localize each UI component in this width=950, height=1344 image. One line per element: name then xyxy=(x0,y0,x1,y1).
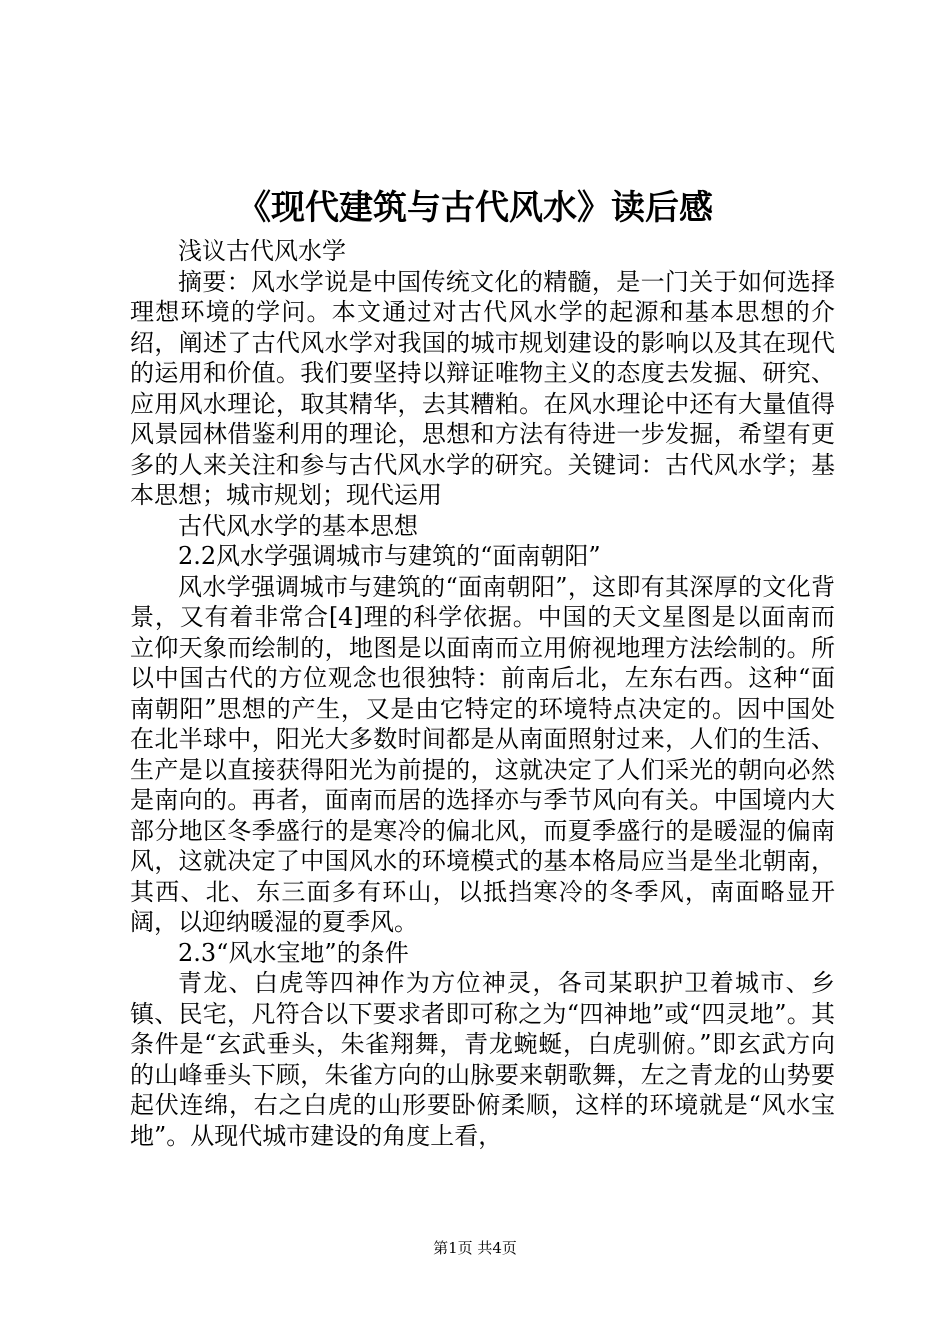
section-heading-2-2: 2.2风水学强调城市与建筑的“面南朝阳” xyxy=(178,542,601,570)
document-body xyxy=(130,236,835,1151)
paragraph-2-2-body: 风水学强调城市与建筑的“面南朝阳”，这即有其深厚的文化背景，又有着非常合[4]理的科学依据。中国的天文星图是以面南而立仰天象而绘制的，地图是以面南而立用俯视地理方法绘制的。所以中国古代的方位观念也很独特：前南后北，左东右西。这种“面南朝阳”思想的产生，又是由它特定的环境特点决定的。因中国处在北半球中，阳光大多数时间都是从南面照射过来，人们的生活、生产是以直接获得阳光为前提的，这就决定了人们采光的朝向必然是南向的。再者，面南而居的选择亦与季节风向有关。中国境内大部分地区冬季盛行的是寒冷的偏北风，而夏季盛行的是暖湿的偏南风，这就决定了中国风水的环境模式的基本格局应当是坐北朝南，其西、北、东三面多有环山，以抵挡寒冷的冬季风，南面略显开阔，以迎纳暖湿的夏季风。 xyxy=(130,572,835,936)
paragraph-2-3-body: 青龙、白虎等四神作为方位神灵，各司某职护卫着城市、乡镇、民宅，凡符合以下要求者即可称之为“四神地”或“四灵地”。其条件是“玄武垂头，朱雀翔舞，青龙蜿蜒，白虎驯俯。”即玄武方向的山峰垂头下顾，朱雀方向的山脉要来朝歌舞，左之青龙的山势要起伏连绵，右之白虎的山形要卧俯柔顺，这样的环境就是“风水宝地”。从现代城市建设的角度上看， xyxy=(130,969,835,1150)
paragraph-subtitle: 浅议古代风水学 xyxy=(178,237,346,265)
section-heading-2-3: 2.3“风水宝地”的条件 xyxy=(178,938,409,967)
paragraph-abstract: 摘要：风水学说是中国传统文化的精髓，是一门关于如何选择理想环境的学问。本文通过对古代风水学的起源和基本思想的介绍，阐述了古代风水学对我国的城市规划建设的影响以及其在现代的运用和价值。我们要坚持以辩证唯物主义的态度去发掘、研究、应用风水理论，取其精华，去其糟粕。在风水理论中还有大量值得风景园林借鉴利用的理论，思想和方法有待进一步发掘，希望有更多的人来关注和参与古代风水学的研究。关键词：古代风水学；基本思想；城市规划；现代运用 xyxy=(130,267,835,509)
document-title: 《现代建筑与古代风水》读后感 xyxy=(237,188,713,228)
page-footer: 第1页 共4页 xyxy=(433,1239,517,1257)
section-heading-basic-ideas: 古代风水学的基本思想 xyxy=(178,511,418,540)
